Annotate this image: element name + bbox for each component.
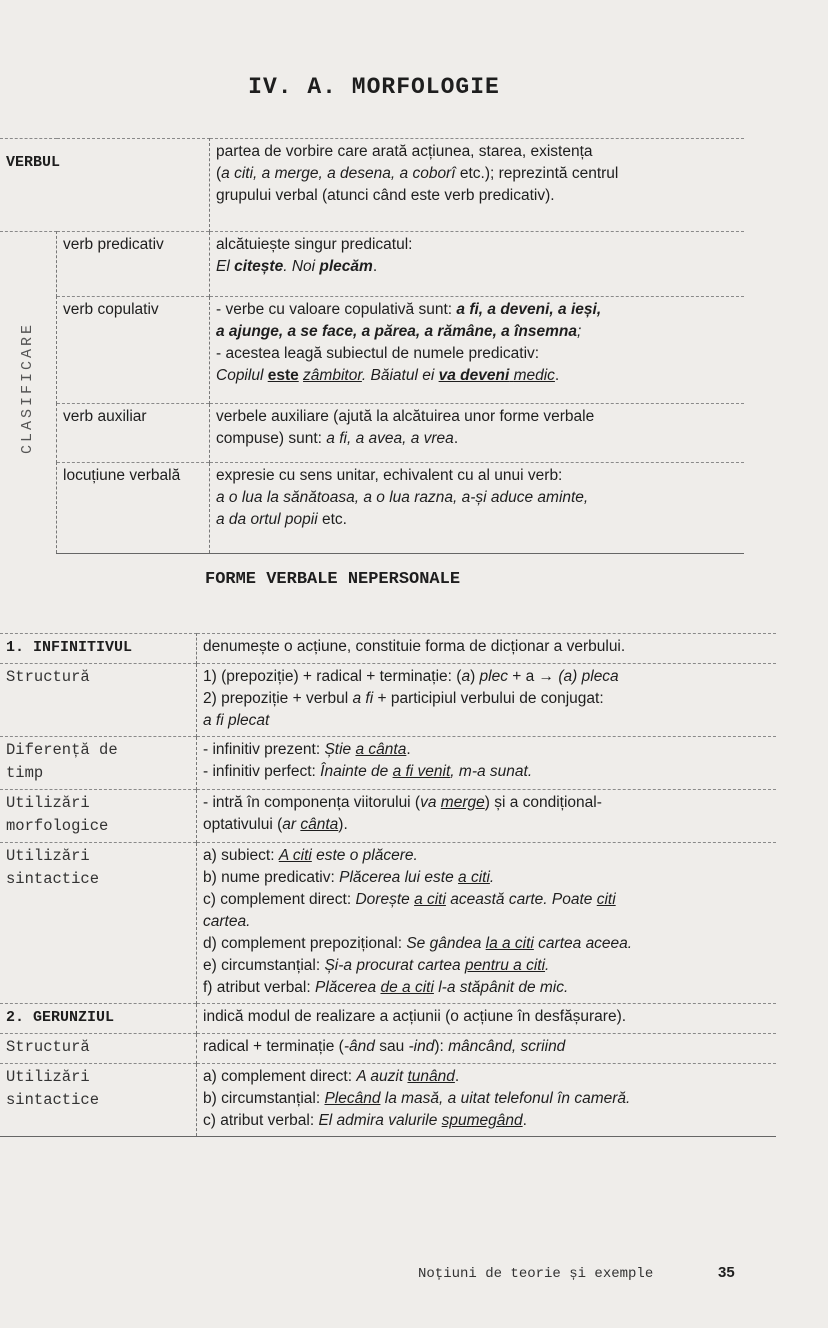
form-aspect-cell (0, 1034, 197, 1064)
aspect-label-line: Utilizări (6, 794, 90, 812)
text-run: Copilul (216, 367, 268, 384)
text-line (203, 1036, 770, 1058)
text-run: alcătuiește singur predicatul: (216, 236, 413, 253)
form-aspect-cell (0, 843, 197, 1004)
text-line (216, 185, 738, 207)
text-line (216, 509, 738, 531)
form-description-cell (197, 843, 777, 1004)
text-run: pentru a citi (464, 957, 546, 974)
text-run: - infinitiv prezent: (203, 741, 325, 758)
aspect-label-line: sintactice (6, 1091, 100, 1109)
classification-row (0, 232, 744, 297)
verb-definition-cell (210, 139, 745, 232)
form-detail-row (0, 1034, 776, 1064)
text-run: plecăm (319, 258, 373, 275)
verb-definition-row (0, 139, 744, 232)
text-run: citi (596, 891, 616, 908)
text-run: . (554, 367, 560, 384)
text-run: Și-a procurat cartea (324, 957, 465, 974)
text-run: Dorește (355, 891, 415, 908)
text-run: citește (234, 258, 284, 275)
text-line (216, 465, 738, 487)
text-run: . (372, 258, 378, 275)
text-run: El admira valurile (318, 1112, 442, 1129)
text-line (203, 1088, 770, 1110)
text-run: - acestea leagă subiectul de numele predicativ: (216, 345, 540, 362)
text-run: expresie cu sens unitar, echivalent cu al unui verb: (216, 467, 563, 484)
text-line (216, 365, 738, 387)
text-run: c) complement direct: (203, 891, 356, 908)
form-heading-row (0, 634, 776, 664)
text-run: d) complement prepozițional: (203, 935, 407, 952)
text-run: a citi (458, 869, 490, 886)
text-run: -ind (408, 1038, 435, 1055)
text-run: ( (216, 165, 222, 182)
text-run: ): (434, 1038, 449, 1055)
text-run: cartea. (203, 913, 251, 930)
text-run: - verbe cu valoare copulativă sunt: (216, 301, 457, 318)
form-detail-row (0, 843, 776, 1004)
text-run: este o plăcere. (311, 847, 418, 864)
form-aspect-cell (0, 790, 197, 843)
text-line (216, 141, 738, 163)
classification-description-cell (210, 404, 745, 463)
text-run: tunând (407, 1068, 455, 1085)
classification-group-cell (0, 232, 57, 554)
form-detail-row (0, 790, 776, 843)
classification-row (0, 463, 744, 554)
text-run: Plăcerea (315, 979, 381, 996)
text-line (203, 845, 770, 867)
text-run: a fi, a avea, a vrea (326, 430, 454, 447)
form-description-cell (197, 1034, 777, 1064)
form-description-cell (197, 790, 777, 843)
form-aspect-cell (0, 737, 197, 790)
text-run: . (453, 430, 459, 447)
classification-type-cell: locuțiune verbală (57, 463, 210, 554)
text-run: spumegând (441, 1112, 523, 1129)
text-run: - infinitiv perfect: (203, 763, 321, 780)
text-run: cânta (300, 816, 339, 833)
text-line (203, 1110, 770, 1132)
text-run: mâncând, scriind (448, 1038, 566, 1055)
text-run: ) și a condițional- (484, 794, 602, 811)
text-run: l-a stăpânit de mic. (433, 979, 569, 996)
form-detail-row (0, 737, 776, 790)
text-run: El (216, 258, 235, 275)
text-run: va deveni (438, 367, 510, 384)
aspect-label-line: sintactice (6, 870, 100, 888)
aspect-label-line: Utilizări (6, 847, 90, 865)
text-run: e) circumstanțial: (203, 957, 325, 974)
text-run: , m-a sunat. (450, 763, 533, 780)
form-description-cell (197, 1064, 777, 1137)
text-run: a fi venit (392, 763, 451, 780)
text-run: optativului ( (203, 816, 283, 833)
text-run: la masă, a uitat telefonul în cameră. (380, 1090, 631, 1107)
classification-type-cell: verb predicativ (57, 232, 210, 297)
form-description-cell (197, 664, 777, 737)
form-name-cell (0, 634, 197, 664)
form-name: 1. INFINITIVUL (6, 639, 133, 656)
classification-type-cell: verb auxiliar (57, 404, 210, 463)
form-name-cell (0, 1004, 197, 1034)
text-run: 1) (prepoziție) + radical + terminație: ( (203, 668, 462, 685)
text-run: (a) pleca (558, 668, 619, 685)
text-run: sau (374, 1038, 409, 1055)
text-run: Plecând (324, 1090, 381, 1107)
aspect-label-line: Diferență de (6, 741, 118, 759)
text-line (216, 321, 738, 343)
classification-description-cell (210, 463, 745, 554)
text-line (216, 234, 738, 256)
text-run: va (420, 794, 441, 811)
page-number: 35 (718, 1264, 735, 1281)
text-run: A auzit (356, 1068, 408, 1085)
text-run: . Noi (283, 258, 320, 275)
text-run: 2) prepoziție + verbul (203, 690, 353, 707)
text-run: Plăcerea lui este (339, 869, 459, 886)
text-run: Știe (324, 741, 356, 758)
text-run: compuse) sunt: (216, 430, 327, 447)
text-run: . (522, 1112, 527, 1129)
form-name: 2. GERUNZIUL (6, 1009, 115, 1026)
text-run: partea de vorbire care arată acțiunea, starea, existența (216, 143, 593, 160)
text-run: . (489, 869, 495, 886)
text-run: A citi (278, 847, 312, 864)
text-line (203, 977, 770, 999)
text-run: verbele auxiliare (ajută la alcătuirea unor forme verbale (216, 408, 595, 425)
text-line (203, 710, 770, 732)
text-run: a (461, 668, 471, 685)
text-line (203, 1066, 770, 1088)
text-run: Înainte de (320, 763, 393, 780)
text-run: . (454, 1068, 460, 1085)
page-title (0, 74, 828, 100)
text-line (216, 428, 738, 450)
text-line (203, 666, 770, 688)
aspect-label-line: timp (6, 764, 44, 782)
text-run: zâmbitor (303, 367, 362, 384)
text-line (203, 889, 770, 911)
text-line (203, 792, 770, 814)
text-line (203, 739, 770, 761)
text-run: ) (470, 668, 480, 685)
text-run: a fi plecat (203, 712, 270, 729)
form-aspect-cell (0, 1064, 197, 1137)
text-run: a o lua la sănătoasa, a o lua razna, a-și aduce aminte, (216, 489, 589, 506)
text-run: c) atribut verbal: (203, 1112, 319, 1129)
text-line (203, 688, 770, 710)
text-run: a fi, a deveni, a ieși, (456, 301, 602, 318)
nonpersonal-forms-table (0, 633, 776, 1137)
form-heading-row (0, 1004, 776, 1034)
title-text: IV. A. MORFOLOGIE (248, 74, 500, 100)
text-run: f) atribut verbal: (203, 979, 315, 996)
text-line (216, 343, 738, 365)
text-line (216, 256, 738, 278)
text-run: ). (338, 816, 348, 833)
text-line (203, 955, 770, 977)
aspect-label-line: Structură (6, 1038, 90, 1056)
text-line (203, 911, 770, 933)
text-run: grupului verbal (atunci când este verb predicativ). (216, 187, 555, 204)
text-run: a cânta (355, 741, 407, 758)
text-run: la a citi (485, 935, 534, 952)
text-run: a fi (352, 690, 374, 707)
section-subtitle: FORME VERBALE NEPERSONALE (205, 570, 461, 589)
text-run: denumește o acțiune, constituie forma de dicționar a verbului. (203, 638, 626, 655)
text-run: a citi (414, 891, 446, 908)
text-run: merge (440, 794, 485, 811)
text-run: -ând (343, 1038, 375, 1055)
form-aspect-cell (0, 664, 197, 737)
text-run: ; (577, 323, 582, 340)
text-run: . (406, 741, 411, 758)
text-run: radical + terminație ( (203, 1038, 344, 1055)
footer-text: Noțiuni de teorie și exemple (418, 1266, 654, 1282)
text-run: această carte. Poate (445, 891, 597, 908)
text-run: b) circumstanțial: (203, 1090, 325, 1107)
text-run: b) nume predicativ: (203, 869, 340, 886)
text-run: a citi, a merge, a desena, a coborî (221, 165, 456, 182)
text-run: . Băiatul ei (361, 367, 439, 384)
text-line (216, 487, 738, 509)
text-run: a) complement direct: (203, 1068, 357, 1085)
text-run: + participiul verbului de conjugat: (373, 690, 604, 707)
form-description-cell (197, 634, 777, 664)
text-line (216, 163, 738, 185)
text-run: Se gândea (406, 935, 486, 952)
aspect-label-line: morfologice (6, 817, 109, 835)
text-run: medic (513, 367, 555, 384)
classification-row (0, 297, 744, 404)
text-line (203, 636, 770, 658)
aspect-label-line: Structură (6, 668, 90, 686)
text-line (203, 933, 770, 955)
form-detail-row (0, 664, 776, 737)
form-detail-row (0, 1064, 776, 1137)
text-run: a ajunge, a se face, a părea, a rămâne, a însemna (216, 323, 577, 340)
text-line (216, 406, 738, 428)
form-description-cell (197, 1004, 777, 1034)
text-run: de a citi (380, 979, 434, 996)
text-line (203, 814, 770, 836)
classification-type-cell: verb copulativ (57, 297, 210, 404)
classification-description-cell (210, 297, 745, 404)
classification-row (0, 404, 744, 463)
text-run: etc.); reprezintă centrul (455, 165, 619, 182)
verb-label-cell (0, 139, 210, 232)
form-description-cell (197, 737, 777, 790)
text-run: a) subiect: (203, 847, 279, 864)
verb-table (0, 138, 744, 554)
classification-label: CLASIFICARE (19, 322, 36, 455)
text-run: + a → (507, 668, 559, 685)
text-run: indică modul de realizare a acțiunii (o acțiune în desfășurare). (203, 1008, 627, 1025)
text-run: . (545, 957, 550, 974)
text-line (216, 299, 738, 321)
text-run: cartea aceea. (533, 935, 633, 952)
classification-description-cell (210, 232, 745, 297)
text-line (203, 867, 770, 889)
text-run: este (267, 367, 299, 384)
text-run: etc. (317, 511, 347, 528)
text-line (203, 761, 770, 783)
text-run: a da ortul popii (216, 511, 318, 528)
text-run: plec (479, 668, 508, 685)
text-line (203, 1006, 770, 1028)
verb-label: VERBUL (6, 154, 61, 171)
text-run: - intră în componența viitorului ( (203, 794, 421, 811)
aspect-label-line: Utilizări (6, 1068, 90, 1086)
text-run: ar (282, 816, 301, 833)
